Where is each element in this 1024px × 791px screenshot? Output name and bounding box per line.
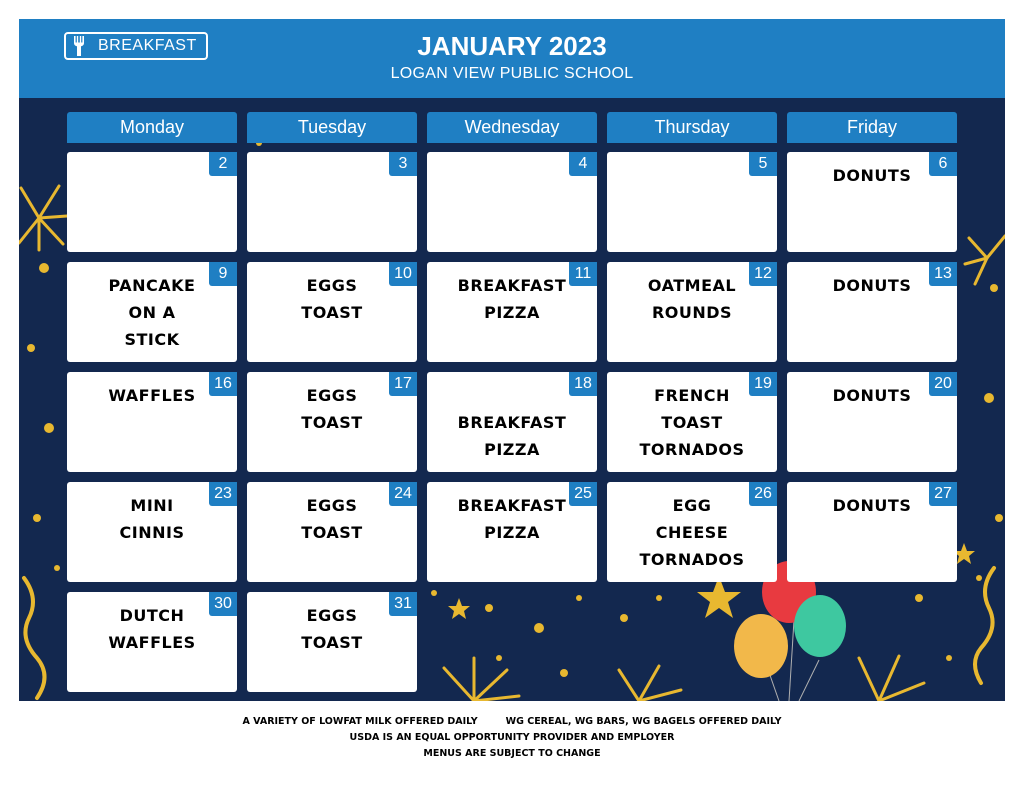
menu-item-line: OATMEAL <box>647 276 737 295</box>
calendar-day-cell <box>607 372 777 472</box>
menu-item-line: BREAKFAST <box>457 276 567 295</box>
calendar-day-cell <box>607 152 777 252</box>
day-number: 4 <box>569 152 597 176</box>
calendar-day-cell <box>607 482 777 582</box>
calendar-day-cell <box>67 152 237 252</box>
change-note: MENUS ARE SUBJECT TO CHANGE <box>423 748 601 759</box>
menu-item-line: EGGS <box>306 606 358 625</box>
menu-item-line: CINNIS <box>119 523 185 542</box>
header-banner <box>19 19 1005 98</box>
calendar-day-cell <box>787 152 957 252</box>
menu-item-line: CHEESE <box>655 523 729 542</box>
menu-item-line: TOAST <box>301 303 363 322</box>
menu-item-line: TOAST <box>301 633 363 652</box>
day-number: 9 <box>209 262 237 286</box>
day-header-friday: Friday <box>787 112 957 143</box>
menu-item-line: DONUTS <box>832 386 912 405</box>
menu-item-line: EGGS <box>306 386 358 405</box>
page-title: JANUARY 2023 <box>417 31 607 61</box>
menu-item-line: DONUTS <box>832 496 912 515</box>
menu-item-line: TORNADOS <box>639 440 745 459</box>
menu-item-line: FRENCH <box>654 386 730 405</box>
menu-item-line: TOAST <box>301 413 363 432</box>
calendar-day-cell <box>787 262 957 362</box>
day-number: 16 <box>209 372 237 396</box>
day-number: 25 <box>569 482 597 506</box>
menu-item-line: TOAST <box>301 523 363 542</box>
calendar-day-cell <box>247 262 417 362</box>
menu-item-line: ROUNDS <box>651 303 733 322</box>
menu-item-line: PANCAKE <box>108 276 196 295</box>
day-number: 5 <box>749 152 777 176</box>
menu-item-line: WAFFLES <box>108 633 196 652</box>
calendar-day-cell <box>427 152 597 252</box>
calendar-day-cell <box>247 592 417 692</box>
calendar-day-cell <box>427 372 597 472</box>
cereal-note: WG CEREAL, WG BARS, WG BAGELS OFFERED DAILY <box>505 716 782 727</box>
day-number: 12 <box>749 262 777 286</box>
day-header-thursday: Thursday <box>607 112 777 143</box>
menu-item-line: TOAST <box>661 413 723 432</box>
day-header-tuesday: Tuesday <box>247 112 417 143</box>
day-number: 10 <box>389 262 417 286</box>
calendar-day-cell <box>247 482 417 582</box>
menu-item-line: ON A <box>128 303 176 322</box>
menu-item-line: BREAKFAST <box>457 496 567 515</box>
day-header-monday: Monday <box>67 112 237 143</box>
menu-item-line: DUTCH <box>119 606 185 625</box>
calendar-day-cell <box>247 372 417 472</box>
footer-notes <box>0 714 1024 762</box>
day-number: 27 <box>929 482 957 506</box>
menu-item-line: EGGS <box>306 496 358 515</box>
menu-item-line: EGGS <box>306 276 358 295</box>
day-number: 24 <box>389 482 417 506</box>
calendar-board <box>19 98 1005 701</box>
menu-item-line: PIZZA <box>484 523 540 542</box>
milk-note: A VARIETY OF LOWFAT MILK OFFERED DAILY <box>242 716 478 727</box>
day-number: 20 <box>929 372 957 396</box>
menu-item-line: BREAKFAST <box>457 413 567 432</box>
day-number: 6 <box>929 152 957 176</box>
usda-note: USDA IS AN EQUAL OPPORTUNITY PROVIDER AND EMPLOYER <box>349 732 675 743</box>
day-number: 19 <box>749 372 777 396</box>
menu-item-line: TORNADOS <box>639 550 745 569</box>
day-number: 13 <box>929 262 957 286</box>
day-header-wednesday: Wednesday <box>427 112 597 143</box>
calendar-day-cell <box>607 262 777 362</box>
day-number: 11 <box>569 262 597 286</box>
calendar-day-cell <box>427 482 597 582</box>
logo-text: BREAKFAST <box>98 37 197 54</box>
menu-item-line: PIZZA <box>484 303 540 322</box>
calendar-day-cell <box>67 372 237 472</box>
calendar-day-cell <box>427 262 597 362</box>
calendar-day-cell <box>787 482 957 582</box>
day-number: 23 <box>209 482 237 506</box>
calendar-day-cell <box>247 152 417 252</box>
calendar-day-cell <box>67 482 237 582</box>
balloons-decoration <box>734 561 846 701</box>
school-name: LOGAN VIEW PUBLIC SCHOOL <box>390 65 634 82</box>
calendar-day-cell <box>67 262 237 362</box>
day-number: 17 <box>389 372 417 396</box>
day-number: 31 <box>389 592 417 616</box>
menu-item-line: WAFFLES <box>108 386 196 405</box>
menu-item-line: MINI <box>130 496 174 515</box>
calendar-day-cell <box>67 592 237 692</box>
day-number: 2 <box>209 152 237 176</box>
menu-item-line: EGG <box>672 496 712 515</box>
day-number: 30 <box>209 592 237 616</box>
calendar-day-cell <box>787 372 957 472</box>
day-number: 3 <box>389 152 417 176</box>
menu-item-line: DONUTS <box>832 166 912 185</box>
menu-item-line: PIZZA <box>484 440 540 459</box>
day-number: 26 <box>749 482 777 506</box>
menu-item-line: DONUTS <box>832 276 912 295</box>
day-number: 18 <box>569 372 597 396</box>
menu-item-line: STICK <box>124 330 180 349</box>
